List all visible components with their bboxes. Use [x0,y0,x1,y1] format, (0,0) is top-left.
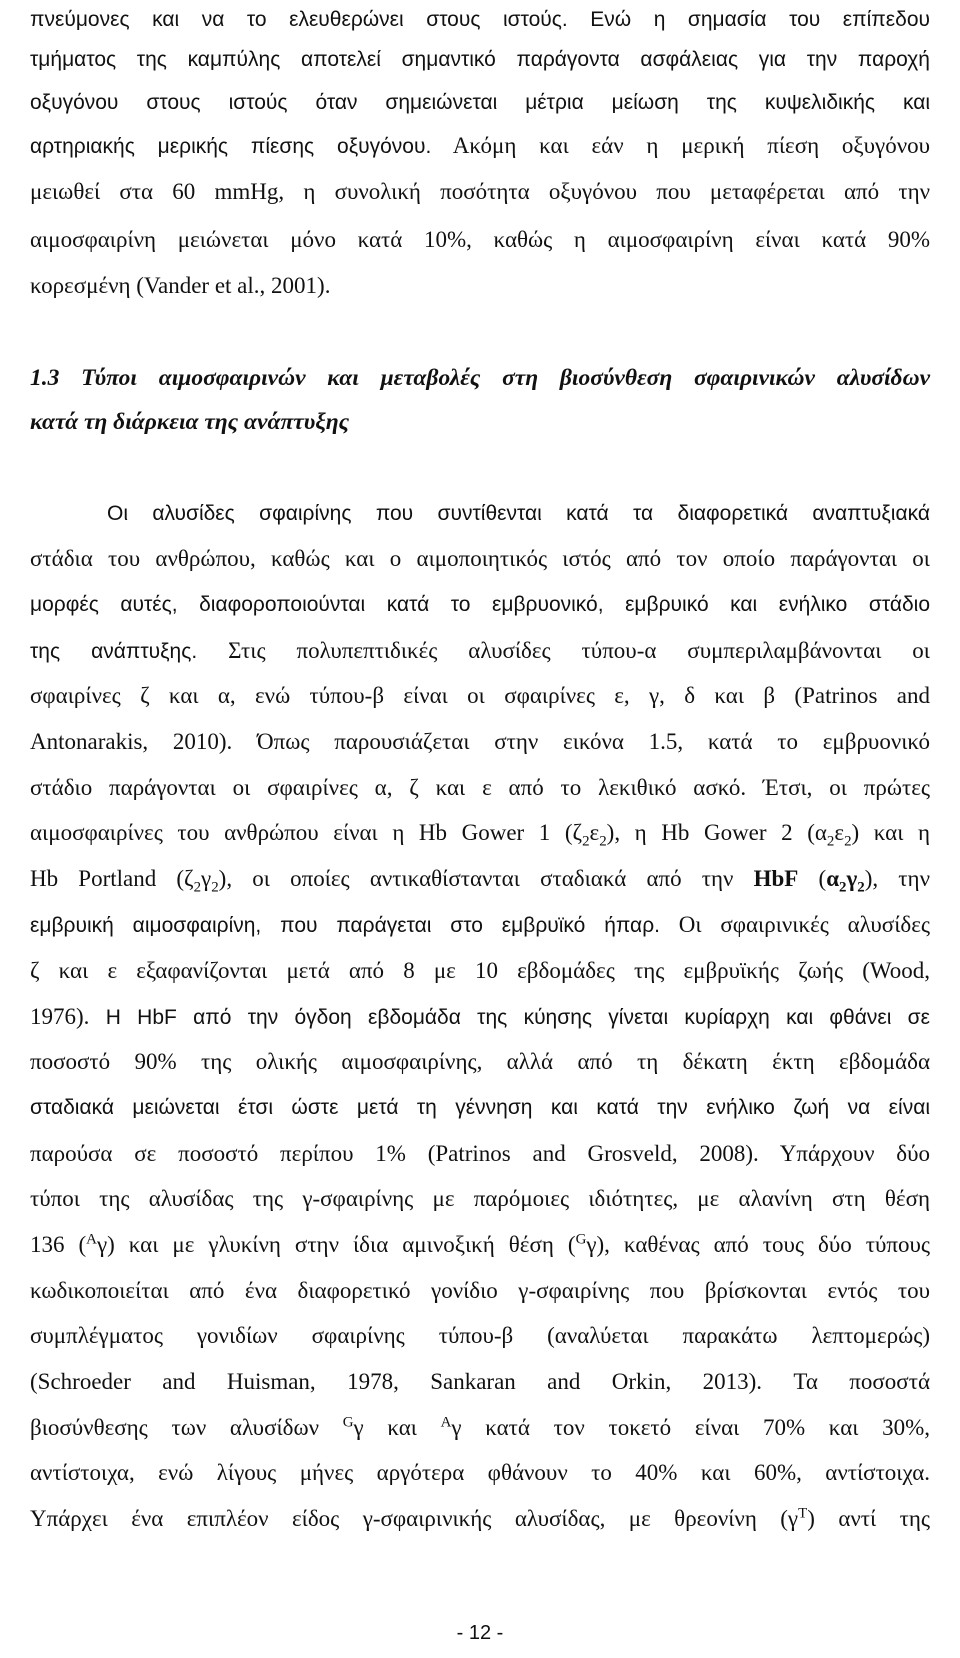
text-span: (Schroeder and Huisman, 1978, Sankaran and Orkin, 2013). [30,1369,762,1394]
text-span: αρτηριακής μερικής πίεσης οξυγόνου. [30,135,432,158]
text-span: Στις πολυπεπτιδικές αλυσίδες τύπου-α συμπεριλαμβάνονται οι [197,638,930,663]
text-span: ( [798,866,827,891]
superscript: A [86,1231,97,1248]
text-span: Ακόμη και εάν η μερική πίεση οξυγόνου [431,133,931,158]
text-span: γ), καθένας από τους δύο τύπους [586,1232,930,1257]
text-span: αιμοσφαιρίνη μειώνεται μόνο κατά 10%, καθώς η αιμοσφαιρίνη είναι κατά 90% [30,227,930,252]
text-span: ), οι οποίες αντικαθίστανται σταδιακά από την [218,866,754,891]
heading-text: κατά τη διάρκεια της ανάπτυξης [30,409,350,435]
text-line [30,1042,930,1082]
section-heading [30,358,930,398]
subscript: 2 [826,833,835,850]
superscript: T [798,1505,808,1522]
text-span: ) αντί της [807,1506,931,1531]
subscript: 2 [211,879,219,896]
text-span: Υπάρχουν δύο [758,1141,930,1166]
text-line [30,0,930,40]
text-span: γ [201,866,212,891]
text-line [30,1225,930,1265]
text-line [30,40,930,80]
section-heading-continued [30,402,930,442]
subscript: 2 [599,833,607,850]
text-span: σταδιακά μειώνεται έτσι ώστε μετά τη γέννηση και κατά την ενήλικο ζωή να είναι [30,1096,930,1119]
bold-text: α [826,866,840,891]
text-line [30,266,930,306]
text-span: ) και η [851,820,931,845]
text-span: κορεσμένη (Vander et al., 2001). [30,273,331,298]
text-line [30,676,930,716]
text-span: ε [589,820,600,845]
text-line [30,813,930,853]
text-line [30,1134,930,1174]
subscript: 2 [844,833,852,850]
text-line [30,585,930,625]
text-span: τμήματος της καμπύλης αποτελεί σημαντικό παράγοντα ασφάλειας για την παροχή [30,48,930,71]
text-span: Υπάρχει ένα επιπλέον είδος γ-σφαιρινικής αλυσίδας, με θρεονίνη (γ [30,1506,799,1531]
text-line [30,1453,930,1493]
text-span: Οι αλυσίδες σφαιρίνης που συντίθενται κατά τα διαφορετικά αναπτυξιακά [107,502,930,525]
text-span: Hb Portland (ζ [30,866,194,891]
text-span: αντίστοιχα, ενώ λίγους μήνες αργότερα φθάνουν το 40% και 60%, αντίστοιχα. [30,1460,930,1485]
text-span: ), η Hb Gower 2 (α [606,820,827,845]
text-span: αιμοσφαιρίνες του ανθρώπου είναι η Hb Gower 1 (ζ [30,820,583,845]
text-span: 136 ( [30,1232,87,1257]
text-line [30,1316,930,1356]
subscript: 2 [839,879,847,896]
text-span: 1976). [30,1004,90,1029]
text-line [30,951,930,991]
text-span: οξυγόνου στους ιστούς όταν σημειώνεται μέτρια μείωση της κυψελιδικής και [30,91,930,114]
text-span: τύποι της αλυσίδας της γ-σφαιρίνης με παρόμοιες ιδιότητες, με αλανίνη στη θέση [30,1186,930,1211]
text-line [30,631,930,671]
superscript: A [440,1414,452,1431]
text-line [30,126,930,166]
text-span: Antonarakis, 2010). Όπως παρουσιάζεται στην εικόνα 1.5, κατά το εμβρυονικό [30,729,930,754]
text-line [30,1088,930,1128]
subscript: 2 [857,879,865,896]
text-line [30,722,930,762]
text-span: γ) και με γλυκίνη στην ίδια αμινοξική θέση ( [96,1232,576,1257]
text-line [107,494,930,534]
text-span: της ανάπτυξης. [30,640,198,663]
superscript: G [342,1414,354,1431]
text-line [30,83,930,123]
text-line [30,1499,930,1539]
text-line [30,997,930,1037]
text-span: βιοσύνθεσης των αλυσίδων [30,1415,343,1440]
text-span: παρούσα σε ποσοστό περίπου 1% (Patrinos and Grosveld, 2008). [30,1141,759,1166]
superscript: G [575,1231,587,1248]
bold-text: γ [846,866,858,891]
text-line [30,1362,930,1402]
text-span: Η HbF από την όγδοη εβδομάδα της κύησης γίνεται κυρίαρχη και φθάνει σε [89,1006,930,1029]
text-span: στάδιο παράγονται οι σφαιρίνες α, ζ και ε από το λεκιθικό ασκό. Έτσι, οι πρώτες [30,775,930,800]
subscript: 2 [582,833,590,850]
text-line [30,1408,930,1448]
subscript: 2 [193,879,202,896]
text-line [30,1179,930,1219]
text-span: ε [834,820,845,845]
text-span: κωδικοποιείται από ένα διαφορετικό γονίδιο γ-σφαιρίνης που βρίσκονται εντός του [30,1278,930,1303]
text-span: σφαιρίνες ζ και α, ενώ τύπου-β είναι οι σφαιρίνες ε, γ, δ και β (Patrinos and [30,683,930,708]
text-line [30,539,930,579]
text-line [30,859,930,899]
text-line [30,768,930,808]
text-span: πνεύμονες και να το ελευθερώνει στους ιστούς. Ενώ η σημασία του επίπεδου [30,8,930,31]
text-line [30,220,930,260]
text-span: ζ και ε εξαφανίζονται μετά από 8 με 10 εβδομάδες της εμβρυϊκής ζωής (Wood, [30,958,930,983]
text-span: γ κατά τον τοκετό είναι 70% και 30%, [451,1415,931,1440]
page-number: - 12 - [456,1622,504,1644]
text-line [30,1271,930,1311]
heading-text: 1.3 Τύποι αιμοσφαιρινών και μεταβολές στη βιοσύνθεση σφαιρινικών αλυσίδων [30,365,930,391]
text-span: εμβρυική αιμοσφαιρίνη, που παράγεται στο εμβρυϊκό ήπαρ. [30,914,660,937]
text-span: ), την [864,866,930,891]
bold-text: HbF [753,866,799,891]
text-span: γ και [353,1415,441,1440]
text-span: μορφές αυτές, διαφοροποιούνται κατά το εμβρυονικό, εμβρυικό και ενήλικο στάδιο [30,593,930,616]
text-span: συμπλέγματος γονιδίων σφαιρίνης τύπου-β (αναλύεται παρακάτω λεπτομερώς) [30,1323,930,1348]
text-span: στάδια του ανθρώπου, καθώς και ο αιμοποιητικός ιστός από τον οποίο παράγονται οι [30,546,930,571]
text-line [30,172,930,212]
text-span: Τα ποσοστά [762,1369,930,1394]
text-span: Οι σφαιρινικές αλυσίδες [659,912,930,937]
text-span: μειωθεί στα 60 mmHg, η συνολική ποσότητα οξυγόνου που μεταφέρεται από την [30,179,930,204]
text-span: ποσοστό 90% της ολικής αιμοσφαιρίνης, αλλά από τη δέκατη έκτη εβδομάδα [30,1049,930,1074]
text-line [30,905,930,945]
